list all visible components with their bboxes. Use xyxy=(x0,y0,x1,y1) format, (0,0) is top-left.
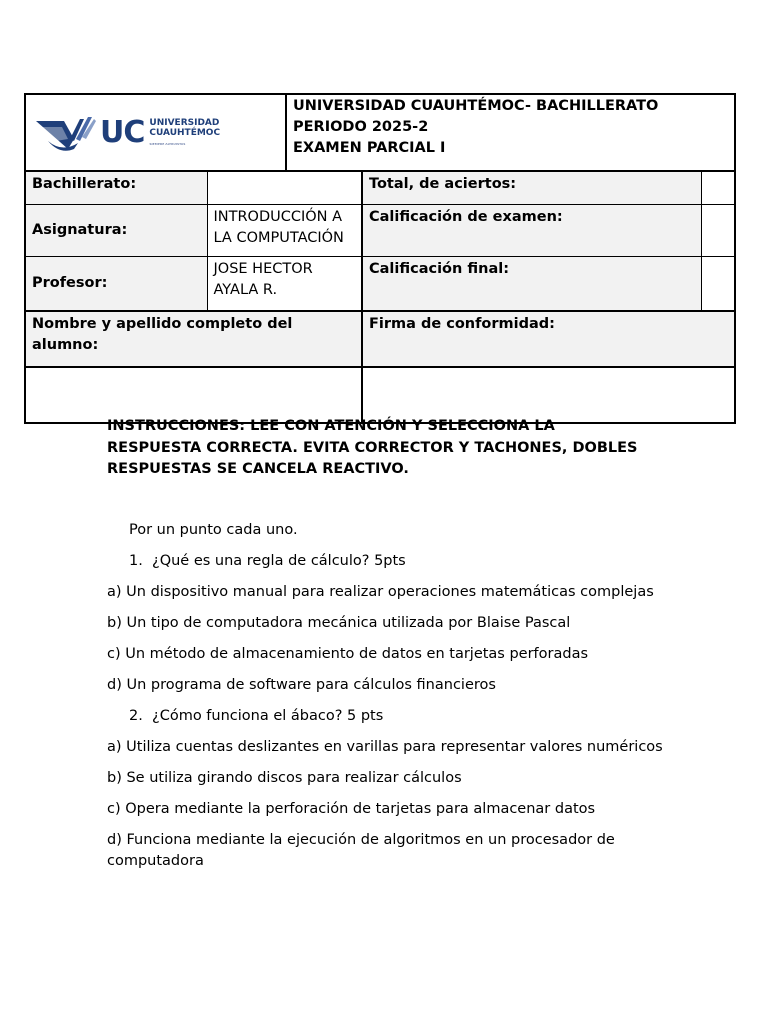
header-row xyxy=(25,94,735,171)
intro-text: Por un punto cada uno. xyxy=(129,522,298,538)
question-1-option-b[interactable]: b) Un tipo de computadora mecánica utilizada por Blaise Pascal xyxy=(107,615,571,631)
nombre-alumno-label-line1: Nombre y apellido completo del xyxy=(32,316,293,332)
question-2-number: 2. xyxy=(129,708,143,724)
form-row-bachillerato xyxy=(25,171,735,205)
exam-content xyxy=(107,520,667,882)
asignatura-value-line2: LA COMPUTACIÓN xyxy=(213,230,344,246)
question-2-option-c[interactable]: c) Opera mediante la perforación de tarjetas para almacenar datos xyxy=(107,801,596,817)
question-2-text: ¿Cómo funciona el ábaco? 5 pts xyxy=(152,708,384,724)
bachillerato-label: Bachillerato: xyxy=(25,171,207,205)
question-1-option-a[interactable]: a) Un dispositivo manual para realizar operaciones matemáticas complejas xyxy=(107,584,654,600)
question-2-option-b[interactable]: b) Se utiliza girando discos para realizar cálculos xyxy=(107,770,462,786)
instructions-line2: RESPUESTA CORRECTA. EVITA CORRECTOR Y TACHONES, DOBLES xyxy=(107,439,638,456)
instructions-block xyxy=(107,416,687,481)
form-row-nombre-firma xyxy=(25,311,735,367)
asignatura-value-line1: INTRODUCCIÓN A xyxy=(213,209,343,225)
total-aciertos-field[interactable] xyxy=(701,171,735,205)
profesor-value-line1: JOSE HECTOR xyxy=(213,261,313,277)
form-row-profesor xyxy=(25,257,735,312)
nombre-alumno-field[interactable] xyxy=(25,367,362,423)
firma-conformidad-field[interactable] xyxy=(362,367,735,423)
university-title: UNIVERSIDAD CUAUHTÉMOC- BACHILLERATO xyxy=(293,98,659,114)
calificacion-final-label: Calificación final: xyxy=(362,257,701,312)
logo-tagline: SIEMPRE ALTRUISTAS xyxy=(149,141,186,146)
nombre-alumno-label-line2: alumno: xyxy=(32,337,99,353)
question-2-option-a[interactable]: a) Utiliza cuentas deslizantes en varillas para representar valores numéricos xyxy=(107,739,663,755)
form-row-asignatura xyxy=(25,205,735,257)
university-logo xyxy=(32,97,279,168)
logo-name-line2: CUAUHTÉMOC xyxy=(149,127,221,138)
period-title: PERIODO 2025-2 xyxy=(293,119,429,135)
profesor-label: Profesor: xyxy=(25,257,207,312)
nombre-alumno-label xyxy=(25,311,362,367)
instructions-line3: RESPUESTAS SE CANCELA REACTIVO. xyxy=(107,461,409,477)
logo-cell xyxy=(25,94,286,171)
question-1-option-c[interactable]: c) Un método de almacenamiento de datos en tarjetas perforadas xyxy=(107,646,589,662)
firma-conformidad-label: Firma de conformidad: xyxy=(362,311,735,367)
profesor-value-line2: AYALA R. xyxy=(213,282,278,298)
wings-logo-icon xyxy=(34,113,96,153)
logo-name xyxy=(149,118,220,148)
question-1-number: 1. xyxy=(129,553,143,569)
logo-mark: UC xyxy=(100,115,145,150)
asignatura-label: Asignatura: xyxy=(25,205,207,257)
profesor-value xyxy=(207,257,362,312)
exam-header-table xyxy=(24,93,736,424)
calificacion-examen-label: Calificación de examen: xyxy=(362,205,701,257)
logo-name-line1: UNIVERSIDAD xyxy=(149,117,220,128)
bachillerato-field[interactable] xyxy=(207,171,362,205)
form-row-nombre-firma-values xyxy=(25,367,735,423)
exam-title: EXAMEN PARCIAL I xyxy=(293,140,446,156)
question-2 xyxy=(107,706,667,727)
question-1-option-d[interactable]: d) Un programa de software para cálculos financieros xyxy=(107,677,496,693)
question-1 xyxy=(107,551,667,572)
question-1-text: ¿Qué es una regla de cálculo? 5pts xyxy=(152,553,406,569)
asignatura-value xyxy=(207,205,362,257)
question-2-option-d[interactable]: d) Funciona mediante la ejecución de algoritmos en un procesador de computadora xyxy=(107,832,615,869)
total-aciertos-label: Total, de aciertos: xyxy=(362,171,701,205)
exam-title-block xyxy=(286,94,735,171)
calificacion-final-field[interactable] xyxy=(701,257,735,312)
instructions-line1: INSTRUCCIONES: LEE CON ATENCIÓN Y SELECCIONA LA xyxy=(107,418,555,434)
calificacion-examen-field[interactable] xyxy=(701,205,735,257)
